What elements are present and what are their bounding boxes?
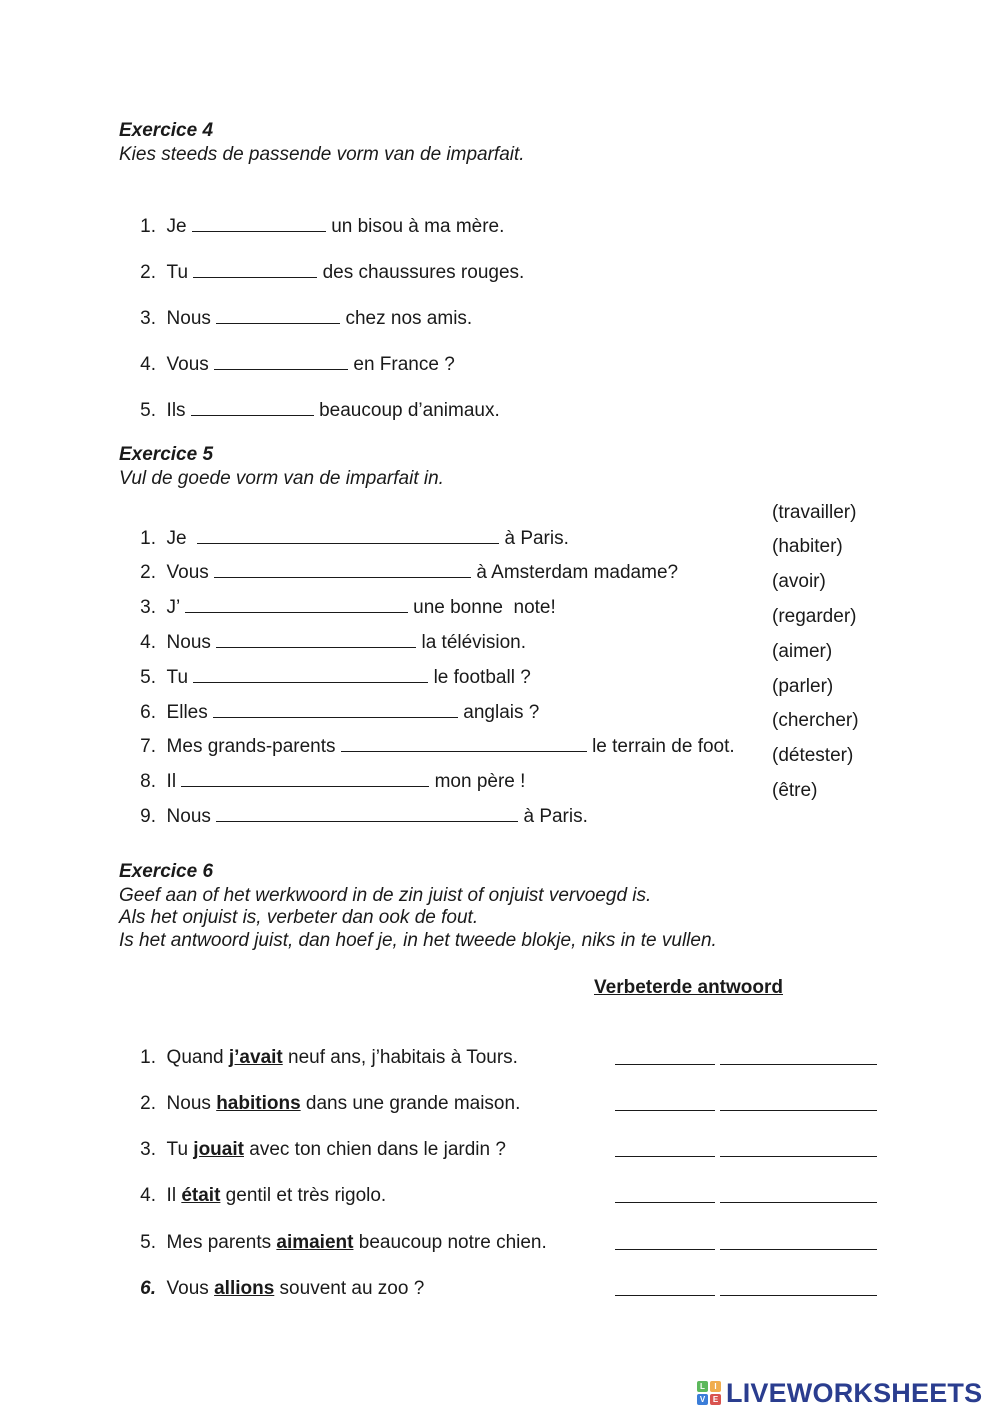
list-item: 4. Vous en France ?: [119, 327, 455, 401]
list-item: 2. Vous à Amsterdam madame?: [119, 535, 678, 609]
list-item: 1. Quand j’avait neuf ans, j’habitais à Tours.: [140, 1047, 518, 1068]
answer-blank[interactable]: [192, 213, 326, 232]
exercise-5-instruction: Vul de goede vorm van de imparfait in.: [119, 468, 444, 489]
correct-incorrect-blank[interactable]: [615, 1277, 715, 1296]
list-item: 6. Elles anglais ?: [119, 675, 539, 749]
list-item: 1. Je à Paris.: [119, 501, 569, 575]
verb-hint: (aimer): [772, 641, 833, 662]
verb-hint: (parler): [772, 676, 834, 697]
exercise-6-instruction-2: Als het onjuist is, verbeter dan ook de fout.: [119, 907, 479, 928]
logo-text: LIVEWORKSHEETS: [726, 1378, 983, 1408]
list-item: 4. Il était gentil et très rigolo.: [140, 1185, 387, 1206]
list-item: 3. Tu jouait avec ton chien dans le jardin ?: [140, 1139, 506, 1160]
correct-incorrect-blank[interactable]: [615, 1046, 715, 1065]
correction-blank[interactable]: [720, 1046, 877, 1065]
correction-blank[interactable]: [720, 1184, 877, 1203]
list-item: 9. Nous à Paris.: [119, 779, 588, 853]
correction-blank[interactable]: [720, 1138, 877, 1157]
list-item: 3. J’ une bonne note!: [119, 570, 556, 644]
answer-blank[interactable]: [216, 803, 518, 822]
list-item: 4. Nous la télévision.: [119, 605, 526, 679]
list-item: 3. Nous chez nos amis.: [119, 281, 472, 355]
exercise-5-title: Exercice 5: [119, 444, 214, 465]
verb-hint: (travailler): [772, 502, 857, 523]
answer-blank[interactable]: [214, 351, 348, 370]
correction-blank[interactable]: [720, 1092, 877, 1111]
answer-blank[interactable]: [216, 305, 340, 324]
list-item: 5. Mes parents aimaient beaucoup notre chien.: [140, 1232, 547, 1253]
list-item: 7. Mes grands-parents le terrain de foot.: [119, 709, 735, 783]
correction-blank[interactable]: [720, 1231, 877, 1250]
verb-hint: (habiter): [772, 536, 843, 557]
correction-blank[interactable]: [720, 1277, 877, 1296]
verb-hint: (avoir): [772, 571, 826, 592]
verb-hint: (détester): [772, 745, 854, 766]
list-item: 2. Nous habitions dans une grande maison.: [140, 1093, 521, 1114]
verb-hint: (chercher): [772, 710, 859, 731]
exercise-4-instruction: Kies steeds de passende vorm van de imparfait.: [119, 144, 525, 165]
exercise-6-instruction-3: Is het antwoord juist, dan hoef je, in het tweede blokje, niks in te vullen.: [119, 930, 717, 951]
list-item: 2. Tu des chaussures rouges.: [119, 235, 524, 309]
list-item: 5. Ils beaucoup d’animaux.: [119, 373, 500, 447]
list-item: 1. Je un bisou à ma mère.: [119, 189, 504, 263]
verb-hint: (être): [772, 780, 818, 801]
list-item: 5. Tu le football ?: [119, 640, 531, 714]
answer-fields: [594, 1253, 877, 1327]
list-item: 6. Vous allions souvent au zoo ?: [140, 1278, 425, 1299]
exercise-4-title: Exercice 4: [119, 120, 214, 141]
correct-incorrect-blank[interactable]: [615, 1138, 715, 1157]
logo-mark-icon: L I V E: [697, 1381, 721, 1405]
answer-blank[interactable]: [193, 259, 317, 278]
liveworksheets-logo: [697, 1378, 982, 1408]
answer-blank[interactable]: [191, 397, 314, 416]
correct-incorrect-blank[interactable]: [615, 1184, 715, 1203]
list-item: 8. Il mon père !: [119, 744, 525, 818]
exercise-6-title: Exercice 6: [119, 861, 214, 882]
exercise-6-instruction-1: Geef aan of het werkwoord in de zin juist of onjuist vervoegd is.: [119, 885, 652, 906]
correct-incorrect-blank[interactable]: [615, 1092, 715, 1111]
verb-hint: (regarder): [772, 606, 857, 627]
column-header: Verbeterde antwoord: [594, 977, 783, 998]
correct-incorrect-blank[interactable]: [615, 1231, 715, 1250]
